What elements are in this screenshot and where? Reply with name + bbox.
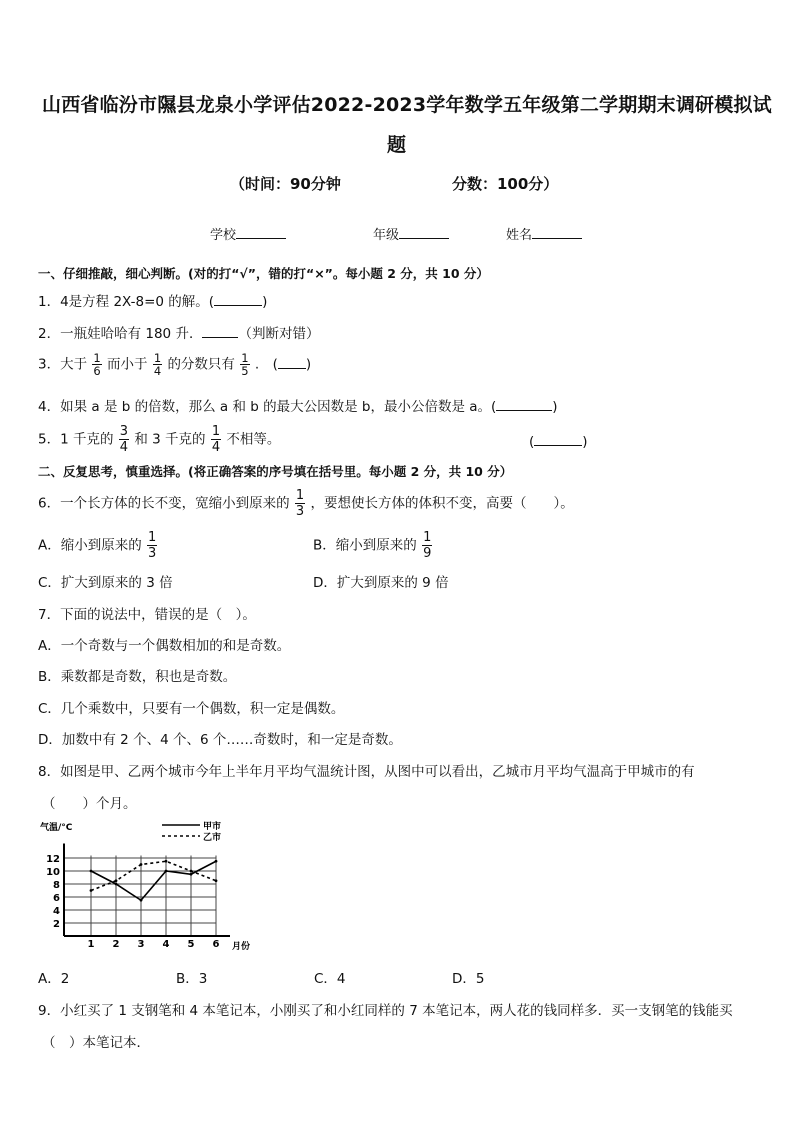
q3-paren-close: )	[305, 356, 312, 373]
name-blank[interactable]	[532, 224, 582, 239]
school-blank[interactable]	[236, 224, 286, 239]
q1-paren-close: )	[262, 294, 268, 310]
q5-f1-numerator: 3	[119, 424, 129, 439]
q5-f2-denominator: 4	[211, 440, 221, 455]
q4-paren-close: )	[552, 399, 558, 415]
series-1-point	[165, 870, 168, 873]
exam-time: （时间：90分钟	[230, 175, 341, 193]
q3-f2-denominator: 4	[153, 364, 162, 378]
legend-label-1: 甲市	[203, 822, 222, 832]
x-tick-label: 2	[112, 939, 120, 950]
y-tick-label: 8	[53, 880, 60, 891]
q5-text-a: 5．1 千克的	[38, 431, 114, 448]
page-title: 山西省临汾市隰县龙泉小学评估2022-2023学年数学五年级第二学期期末调研模拟试	[42, 94, 772, 116]
q3-f1-denominator: 6	[93, 364, 101, 378]
y-tick-label: 2	[53, 919, 60, 930]
q5-text-b: 和 3 千克的	[134, 431, 206, 448]
q1-text: 1．4是方程 2X-8=0 的解。(	[38, 294, 215, 310]
q7-option-d[interactable]: D．加数中有 2 个、4 个、6 个……奇数时，和一定是奇数。	[38, 732, 402, 748]
question-4	[38, 395, 558, 415]
question-3	[38, 352, 311, 377]
name-field	[506, 224, 582, 243]
q3-fraction-1	[92, 352, 101, 377]
series-2-point	[165, 860, 168, 863]
series-line-1	[91, 861, 216, 900]
q3-f3-numerator: 1	[241, 351, 249, 365]
q3-text-c: 的分数只有	[167, 356, 235, 373]
q8-option-d[interactable]: D．5	[452, 971, 485, 987]
q3-text-d: . (	[254, 356, 278, 373]
q1-answer-blank[interactable]	[214, 291, 262, 306]
q5-paren-close: )	[582, 434, 588, 450]
q6-option-b-fraction	[422, 530, 432, 561]
y-tick-label: 6	[53, 893, 60, 904]
x-tick-label: 6	[212, 939, 220, 950]
x-tick-label: 1	[87, 939, 95, 950]
q3-f1-numerator: 1	[93, 351, 101, 365]
q3-text-b: 而小于	[107, 356, 148, 373]
x-tick-label: 4	[162, 939, 170, 950]
q5-text-c: 不相等。	[226, 431, 281, 448]
q3-f2-numerator: 1	[153, 351, 162, 365]
q6-option-a-fraction	[147, 530, 157, 561]
y-tick-label: 12	[46, 854, 60, 865]
series-2-point	[190, 870, 193, 873]
question-2	[38, 322, 319, 342]
q6-option-c[interactable]: C．扩大到原来的 3 倍	[38, 575, 173, 591]
q8-option-b[interactable]: B．3	[176, 971, 208, 987]
series-1-point	[190, 873, 193, 876]
q6-fraction	[295, 488, 305, 519]
q2-text: 2．一瓶娃哈哈有 180 升．	[38, 326, 203, 342]
q5-paren-open: (	[529, 434, 535, 450]
q6-option-a-text: A．缩小到原来的	[38, 537, 142, 554]
series-2-point	[215, 879, 218, 882]
question-6	[38, 488, 574, 519]
q2-answer-blank[interactable]	[202, 323, 238, 338]
q5-fraction-2	[211, 424, 221, 455]
series-1-point	[90, 870, 93, 873]
page-title-continued: 题	[387, 134, 407, 156]
q3-text-a: 3．大于	[38, 356, 88, 373]
question-8: 8．如图是甲、乙两个城市今年上半年月平均气温统计图，从图中可以看出，乙城市月平均气温高于甲城市的有	[38, 764, 695, 780]
q8-option-c[interactable]: C．4	[314, 971, 346, 987]
x-axis-label: 月份	[232, 942, 250, 952]
series-2-point	[115, 879, 118, 882]
section1-heading: 一、仔细推敲，细心判断。(对的打“√”，错的打“×”。每小题 2 分，共 10 分）	[38, 266, 489, 281]
y-axis-label: 气温/°C	[40, 823, 73, 833]
q7-option-b[interactable]: B．乘数都是奇数，积也是奇数。	[38, 669, 237, 685]
q4-answer-blank[interactable]	[496, 396, 552, 411]
series-1-point	[215, 860, 218, 863]
q8-option-a[interactable]: A．2	[38, 971, 70, 987]
question-8-continued: （ ）个月。	[42, 796, 137, 812]
q5-f2-numerator: 1	[211, 424, 221, 439]
y-tick-label: 10	[46, 867, 60, 878]
q6-f-numerator: 1	[295, 488, 305, 503]
legend-label-2: 乙市	[203, 833, 222, 843]
q5-answer-blank[interactable]	[534, 431, 582, 446]
q5-answer	[529, 431, 588, 450]
q4-text: 4．如果 a 是 b 的倍数，那么 a 和 b 的最大公因数是 b，最小公倍数是 a。(	[38, 399, 497, 415]
name-label: 姓名	[506, 228, 533, 243]
q6-a-denominator: 3	[148, 546, 157, 561]
question-5	[38, 424, 280, 455]
y-tick-label: 4	[53, 906, 60, 917]
question-9: 9．小红买了 1 支钢笔和 4 本笔记本，小刚买了和小红同样的 7 本笔记本，两人花的钱同样多．买一支钢笔的钱能买	[38, 1003, 733, 1019]
q7-option-a[interactable]: A．一个奇数与一个偶数相加的和是奇数。	[38, 638, 291, 654]
q3-fraction-2	[153, 352, 162, 377]
q2-suffix: （判断对错）	[238, 326, 320, 342]
q6-a-numerator: 1	[148, 530, 157, 545]
q6-f-denominator: 3	[295, 504, 305, 519]
q6-option-b-text: B．缩小到原来的	[313, 537, 417, 554]
section2-heading: 二、反复思考，慎重选择。(将正确答案的序号填在括号里。每小题 2 分，共 10 分）	[38, 464, 513, 479]
series-2-point	[90, 889, 93, 892]
q6-b-numerator: 1	[423, 530, 432, 545]
q7-option-c[interactable]: C．几个乘数中，只要有一个偶数，积一定是偶数。	[38, 701, 345, 717]
temperature-line-chart	[40, 818, 250, 954]
q5-fraction-1	[119, 424, 129, 455]
q6-text-b: ，要想使长方体的体积不变，高要（ ）。	[310, 495, 574, 512]
grade-blank[interactable]	[399, 224, 449, 239]
x-tick-label: 5	[187, 939, 195, 950]
exam-score: 分数：100分）	[452, 175, 559, 193]
grade-field	[373, 224, 449, 243]
grade-label: 年级	[373, 228, 400, 243]
x-tick-label: 3	[137, 939, 145, 950]
q3-answer-blank[interactable]	[278, 354, 306, 369]
q6-text-a: 6．一个长方体的长不变，宽缩小到原来的	[38, 495, 290, 512]
question-7: 7．下面的说法中，错误的是（ ）。	[38, 607, 256, 623]
q6-b-denominator: 9	[423, 546, 432, 561]
q5-f1-denominator: 4	[119, 440, 129, 455]
school-label: 学校	[210, 228, 237, 243]
question-1	[38, 290, 267, 310]
school-field	[210, 224, 286, 243]
series-1-point	[115, 883, 118, 886]
q6-option-a[interactable]	[38, 530, 158, 561]
q6-option-d[interactable]: D．扩大到原来的 9 倍	[313, 575, 449, 591]
q6-option-b[interactable]	[313, 530, 433, 561]
series-1-point	[140, 899, 143, 902]
q3-fraction-3	[240, 352, 249, 377]
series-2-point	[140, 863, 143, 866]
question-9-continued: （ ）本笔记本．	[42, 1035, 150, 1051]
q3-f3-denominator: 5	[241, 364, 249, 378]
